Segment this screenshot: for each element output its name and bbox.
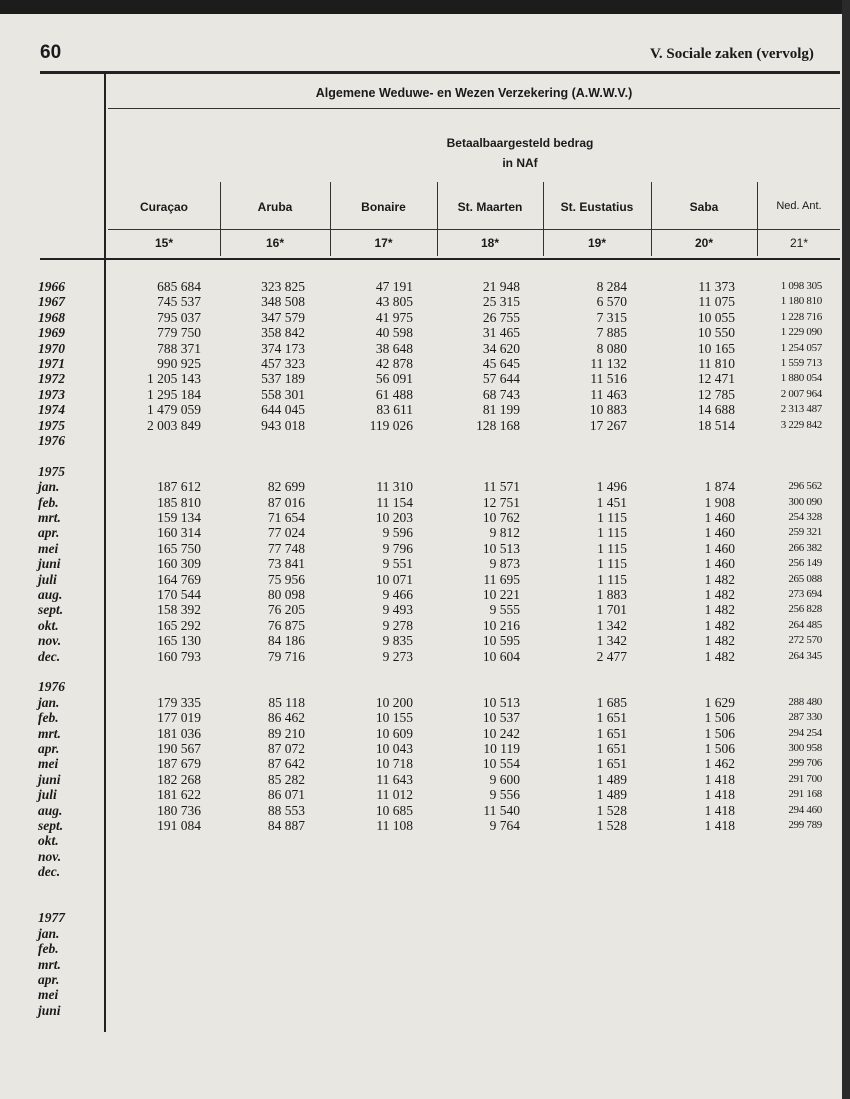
table-cell: 6 570 <box>596 294 627 309</box>
table-cell: 291 700 <box>788 773 822 785</box>
table-cell: 1 651 <box>596 710 627 725</box>
table-cell: 1 342 <box>596 633 627 648</box>
table-cell: 287 330 <box>788 711 822 723</box>
table-cell: 1 460 <box>704 556 735 571</box>
col-divider <box>543 182 544 256</box>
table-cell: 1 629 <box>704 695 735 710</box>
table-cell: 1 482 <box>704 587 735 602</box>
table-cell: 164 769 <box>157 572 201 587</box>
table-cell: 181 036 <box>157 726 201 741</box>
table-cell: 25 315 <box>482 294 520 309</box>
table-cell: 558 301 <box>261 387 305 402</box>
table-title: Algemene Weduwe- en Wezen Verzekering (A.W.W.V.) <box>315 86 633 100</box>
chapter-title: V. Sociale zaken (vervolg) <box>650 46 814 62</box>
table-cell: 165 750 <box>157 541 201 556</box>
row-label: 1976 <box>38 679 65 694</box>
col-number-17: 17* <box>374 236 393 250</box>
table-cell: 119 026 <box>369 418 413 433</box>
table-cell: 347 579 <box>261 310 305 325</box>
table-cell: 1 460 <box>704 541 735 556</box>
table-cell: 11 012 <box>376 787 413 802</box>
table-cell: 10 554 <box>482 756 520 771</box>
table-cell: 10 513 <box>482 541 520 556</box>
table-cell: 11 643 <box>376 772 413 787</box>
table-cell: 9 873 <box>489 556 520 571</box>
table-cell: 256 149 <box>788 557 822 569</box>
table-cell: 159 134 <box>157 510 201 525</box>
table-cell: 264 485 <box>788 619 822 631</box>
row-label: nov. <box>38 849 62 864</box>
table-cell: 788 371 <box>157 341 201 356</box>
table-cell: 12 785 <box>697 387 735 402</box>
table-cell: 77 024 <box>267 525 305 540</box>
table-subtitle-line2: in NAf <box>502 156 538 170</box>
table-cell: 10 221 <box>482 587 520 602</box>
row-label: 1974 <box>38 402 65 417</box>
table-cell: 10 595 <box>482 633 520 648</box>
table-cell: 10 216 <box>482 618 520 633</box>
table-cell: 79 716 <box>267 649 305 664</box>
table-cell: 73 841 <box>267 556 305 571</box>
row-label: mei <box>38 756 59 771</box>
row-label: 1969 <box>38 325 65 340</box>
table-cell: 1 451 <box>596 495 627 510</box>
table-cell: 1 482 <box>704 572 735 587</box>
colhead-rule <box>108 229 840 230</box>
table-cell: 128 168 <box>476 418 520 433</box>
table-cell: 10 883 <box>589 402 627 417</box>
row-label: okt. <box>38 618 59 633</box>
table-cell: 1 460 <box>704 510 735 525</box>
table-cell: 537 189 <box>261 371 305 386</box>
table-cell: 1 098 305 <box>780 280 822 292</box>
row-label: apr. <box>38 972 60 987</box>
table-cell: 1 229 090 <box>780 326 822 338</box>
col-header-saba: Saba <box>689 200 719 214</box>
row-label: mrt. <box>38 726 61 741</box>
row-label: 1967 <box>38 294 65 309</box>
table-cell: 3 229 842 <box>780 419 822 431</box>
table-cell: 374 173 <box>261 341 305 356</box>
table-cell: 86 071 <box>267 787 305 802</box>
table-cell: 185 810 <box>157 495 201 510</box>
table-cell: 1 418 <box>704 803 735 818</box>
table-cell: 644 045 <box>261 402 305 417</box>
table-cell: 10 071 <box>375 572 413 587</box>
table-cell: 779 750 <box>157 325 201 340</box>
table-cell: 9 812 <box>489 525 520 540</box>
table-cell: 160 309 <box>157 556 201 571</box>
table-cell: 11 108 <box>376 818 413 833</box>
table-cell: 1 115 <box>597 572 627 587</box>
table-cell: 7 885 <box>596 325 627 340</box>
table-cell: 12 471 <box>697 371 735 386</box>
table-cell: 10 043 <box>375 741 413 756</box>
table-cell: 8 080 <box>596 341 627 356</box>
table-cell: 9 273 <box>382 649 413 664</box>
table-cell: 1 528 <box>596 818 627 833</box>
row-label: nov. <box>38 633 62 648</box>
table-cell: 10 762 <box>482 510 520 525</box>
table-cell: 1 205 143 <box>147 371 201 386</box>
table-cell: 81 199 <box>482 402 520 417</box>
table-cell: 300 090 <box>788 496 822 508</box>
table-cell: 9 278 <box>382 618 413 633</box>
row-label: mrt. <box>38 510 61 525</box>
col-divider <box>330 182 331 256</box>
table-cell: 990 925 <box>157 356 201 371</box>
table-cell: 187 612 <box>157 479 201 494</box>
table-cell: 296 562 <box>788 480 822 492</box>
table-cell: 1 479 059 <box>147 402 201 417</box>
table-cell: 1 482 <box>704 649 735 664</box>
row-label: 1966 <box>38 279 65 294</box>
table-cell: 943 018 <box>261 418 305 433</box>
row-label: 1975 <box>38 464 65 479</box>
col-header-aruba: Aruba <box>257 200 293 214</box>
row-label: mrt. <box>38 957 61 972</box>
table-cell: 1 482 <box>704 618 735 633</box>
table-cell: 745 537 <box>157 294 201 309</box>
col-header-st-maarten: St. Maarten <box>457 200 523 214</box>
table-cell: 10 609 <box>375 726 413 741</box>
table-cell: 1 874 <box>704 479 735 494</box>
col-number-20: 20* <box>694 236 714 250</box>
table-cell: 31 465 <box>482 325 520 340</box>
table-cell: 10 513 <box>482 695 520 710</box>
table-cell: 358 842 <box>261 325 305 340</box>
table-cell: 9 764 <box>489 818 520 833</box>
table-cell: 1 528 <box>596 803 627 818</box>
table-cell: 179 335 <box>157 695 201 710</box>
table-cell: 259 321 <box>788 526 822 538</box>
table-cell: 61 488 <box>375 387 413 402</box>
row-label: sept. <box>38 818 64 833</box>
page-top-shadow <box>0 0 850 14</box>
table-cell: 14 688 <box>697 402 735 417</box>
table-cell: 87 016 <box>267 495 305 510</box>
row-label: 1976 <box>38 433 65 448</box>
row-label: 1975 <box>38 418 65 433</box>
col-divider <box>437 182 438 256</box>
table-cell: 9 493 <box>382 602 413 617</box>
table-cell: 9 835 <box>382 633 413 648</box>
table-cell: 85 282 <box>267 772 305 787</box>
table-cell: 11 463 <box>590 387 627 402</box>
table-cell: 2 003 849 <box>147 418 201 433</box>
row-label: 1972 <box>38 371 65 386</box>
table-cell: 21 948 <box>482 279 520 294</box>
table-cell: 45 645 <box>482 356 520 371</box>
label-column-divider <box>104 72 106 1032</box>
table-cell: 11 695 <box>483 572 520 587</box>
table-cell: 170 544 <box>157 587 201 602</box>
row-label: juni <box>38 772 61 787</box>
table-cell: 85 118 <box>268 695 305 710</box>
page-right-edge <box>842 0 850 1099</box>
table-cell: 264 345 <box>788 650 822 662</box>
table-cell: 1 685 <box>596 695 627 710</box>
row-label: feb. <box>38 710 59 725</box>
table-cell: 160 314 <box>157 525 201 540</box>
table-cell: 294 460 <box>788 804 822 816</box>
table-cell: 288 480 <box>788 696 822 708</box>
table-cell: 10 604 <box>482 649 520 664</box>
table-cell: 82 699 <box>267 479 305 494</box>
table-cell: 291 168 <box>788 788 822 800</box>
table-cell: 10 203 <box>375 510 413 525</box>
table-cell: 9 555 <box>489 602 520 617</box>
table-cell: 89 210 <box>267 726 305 741</box>
table-cell: 181 622 <box>157 787 201 802</box>
table-cell: 17 267 <box>589 418 627 433</box>
table-cell: 11 571 <box>483 479 520 494</box>
table-cell: 10 550 <box>697 325 735 340</box>
table-cell: 1 489 <box>596 772 627 787</box>
table-cell: 273 694 <box>788 588 822 600</box>
row-label: feb. <box>38 941 59 956</box>
table-cell: 10 200 <box>375 695 413 710</box>
table-cell: 11 075 <box>698 294 735 309</box>
row-label: feb. <box>38 495 59 510</box>
row-label: 1973 <box>38 387 65 402</box>
table-cell: 685 684 <box>157 279 201 294</box>
col-header-ned-ant: Ned. Ant. <box>776 200 822 212</box>
row-label: apr. <box>38 525 60 540</box>
table-cell: 256 828 <box>788 603 822 615</box>
table-cell: 47 191 <box>375 279 413 294</box>
col-header-bonaire: Bonaire <box>361 200 406 214</box>
table-cell: 190 567 <box>157 741 201 756</box>
table-cell: 84 186 <box>267 633 305 648</box>
table-cell: 26 755 <box>482 310 520 325</box>
table-cell: 1 506 <box>704 741 735 756</box>
row-label: aug. <box>38 587 63 602</box>
table-cell: 348 508 <box>261 294 305 309</box>
table-cell: 1 506 <box>704 726 735 741</box>
table-cell: 57 644 <box>482 371 520 386</box>
col-number-16: 16* <box>265 236 285 250</box>
table-cell: 10 055 <box>697 310 735 325</box>
table-cell: 1 880 054 <box>780 372 822 384</box>
row-label: juni <box>38 1003 61 1018</box>
table-cell: 1 115 <box>597 510 627 525</box>
table-cell: 160 793 <box>157 649 201 664</box>
table-cell: 11 516 <box>590 371 627 386</box>
table-cell: 88 553 <box>267 803 305 818</box>
table-cell: 177 019 <box>157 710 201 725</box>
table-cell: 1 228 716 <box>780 311 822 323</box>
table-cell: 191 084 <box>157 818 201 833</box>
col-header-curacao: Curaçao <box>139 200 189 214</box>
table-cell: 87 072 <box>267 741 305 756</box>
table-cell: 83 611 <box>376 402 413 417</box>
row-label: 1977 <box>38 910 65 925</box>
table-cell: 10 165 <box>697 341 735 356</box>
col-header-st-eustatius: St. Eustatius <box>560 200 634 214</box>
table-cell: 1 482 <box>704 602 735 617</box>
row-label: okt. <box>38 833 59 848</box>
table-cell: 187 679 <box>157 756 201 771</box>
table-cell: 1 651 <box>596 756 627 771</box>
table-cell: 457 323 <box>261 356 305 371</box>
table-cell: 1 460 <box>704 525 735 540</box>
table-cell: 10 537 <box>482 710 520 725</box>
table-cell: 10 119 <box>483 741 520 756</box>
table-cell: 80 098 <box>267 587 305 602</box>
row-label: 1971 <box>38 356 65 371</box>
table-cell: 323 825 <box>261 279 305 294</box>
table-cell: 56 091 <box>375 371 413 386</box>
table-cell: 41 975 <box>375 310 413 325</box>
table-cell: 75 956 <box>267 572 305 587</box>
table-cell: 1 462 <box>704 756 735 771</box>
table-cell: 272 570 <box>788 634 822 646</box>
table-cell: 11 310 <box>376 479 413 494</box>
table-cell: 71 654 <box>267 510 305 525</box>
row-label: juni <box>38 556 61 571</box>
row-label: sept. <box>38 602 64 617</box>
table-cell: 1 180 810 <box>780 295 822 307</box>
table-cell: 8 284 <box>596 279 627 294</box>
table-cell: 12 751 <box>482 495 520 510</box>
header-rule <box>40 71 840 74</box>
table-cell: 158 392 <box>157 602 201 617</box>
table-cell: 7 315 <box>596 310 627 325</box>
table-cell: 1 908 <box>704 495 735 510</box>
row-label: aug. <box>38 803 63 818</box>
table-cell: 294 254 <box>788 727 822 739</box>
row-label: mei <box>38 541 59 556</box>
col-divider <box>651 182 652 256</box>
row-label: jan. <box>38 926 60 941</box>
row-label: jan. <box>38 479 60 494</box>
table-cell: 86 462 <box>267 710 305 725</box>
table-cell: 11 373 <box>698 279 735 294</box>
table-cell: 180 736 <box>157 803 201 818</box>
col-divider <box>220 182 221 256</box>
table-cell: 11 132 <box>590 356 627 371</box>
table-cell: 1 418 <box>704 787 735 802</box>
table-cell: 34 620 <box>482 341 520 356</box>
table-cell: 795 037 <box>157 310 201 325</box>
table-cell: 1 254 057 <box>780 342 822 354</box>
table-cell: 1 418 <box>704 818 735 833</box>
table-cell: 76 875 <box>267 618 305 633</box>
table-cell: 265 088 <box>788 573 822 585</box>
col-number-19: 19* <box>587 236 607 250</box>
row-label: juli <box>38 787 57 802</box>
table-cell: 9 796 <box>382 541 413 556</box>
header-bottom-rule <box>40 258 840 260</box>
table-cell: 76 205 <box>267 602 305 617</box>
table-cell: 182 268 <box>157 772 201 787</box>
row-label: dec. <box>38 649 61 664</box>
table-cell: 42 878 <box>375 356 413 371</box>
col-number-21: 21* <box>789 236 809 250</box>
table-cell: 1 496 <box>596 479 627 494</box>
table-cell: 68 743 <box>482 387 520 402</box>
table-cell: 1 701 <box>596 602 627 617</box>
table-cell: 1 115 <box>597 525 627 540</box>
row-label: 1968 <box>38 310 65 325</box>
row-label: juli <box>38 572 57 587</box>
table-cell: 9 551 <box>382 556 413 571</box>
table-cell: 40 598 <box>375 325 413 340</box>
col-number-15: 15* <box>154 236 174 250</box>
table-cell: 300 958 <box>788 742 822 754</box>
table-cell: 38 648 <box>375 341 413 356</box>
table-cell: 43 805 <box>375 294 413 309</box>
table-cell: 9 600 <box>489 772 520 787</box>
table-cell: 254 328 <box>788 511 822 523</box>
table-cell: 1 482 <box>704 633 735 648</box>
table-cell: 9 466 <box>382 587 413 602</box>
table-cell: 84 887 <box>267 818 305 833</box>
table-cell: 1 883 <box>596 587 627 602</box>
table-cell: 1 651 <box>596 726 627 741</box>
table-cell: 2 313 487 <box>780 403 822 415</box>
table-cell: 10 155 <box>375 710 413 725</box>
table-cell: 1 651 <box>596 741 627 756</box>
table-subtitle-line1: Betaalbaargesteld bedrag <box>446 136 594 150</box>
table-cell: 299 706 <box>788 757 822 769</box>
table-cell: 1 295 184 <box>147 387 201 402</box>
table-cell: 10 242 <box>482 726 520 741</box>
row-label: 1970 <box>38 341 65 356</box>
table-cell: 11 810 <box>698 356 735 371</box>
row-label: jan. <box>38 695 60 710</box>
title-rule <box>108 108 840 109</box>
row-label: dec. <box>38 864 61 879</box>
table-cell: 1 559 713 <box>780 357 822 369</box>
table-cell: 11 154 <box>376 495 413 510</box>
table-cell: 1 418 <box>704 772 735 787</box>
table-cell: 11 540 <box>483 803 520 818</box>
table-cell: 2 007 964 <box>780 388 822 400</box>
table-cell: 9 596 <box>382 525 413 540</box>
table-cell: 1 115 <box>597 556 627 571</box>
page-number: 60 <box>40 42 62 63</box>
table-cell: 165 130 <box>157 633 201 648</box>
table-cell: 1 506 <box>704 710 735 725</box>
row-label: mei <box>38 987 59 1002</box>
table-cell: 18 514 <box>697 418 735 433</box>
table-cell: 165 292 <box>157 618 201 633</box>
row-label: apr. <box>38 741 60 756</box>
table-cell: 1 115 <box>597 541 627 556</box>
col-divider <box>757 182 758 256</box>
table-cell: 87 642 <box>267 756 305 771</box>
table-cell: 266 382 <box>788 542 822 554</box>
table-cell: 1 342 <box>596 618 627 633</box>
col-number-18: 18* <box>480 236 500 250</box>
table-cell: 9 556 <box>489 787 520 802</box>
table-cell: 77 748 <box>267 541 305 556</box>
table-cell: 10 718 <box>375 756 413 771</box>
table-cell: 299 789 <box>788 819 822 831</box>
table-cell: 2 477 <box>596 649 627 664</box>
table-cell: 1 489 <box>596 787 627 802</box>
table-cell: 10 685 <box>375 803 413 818</box>
